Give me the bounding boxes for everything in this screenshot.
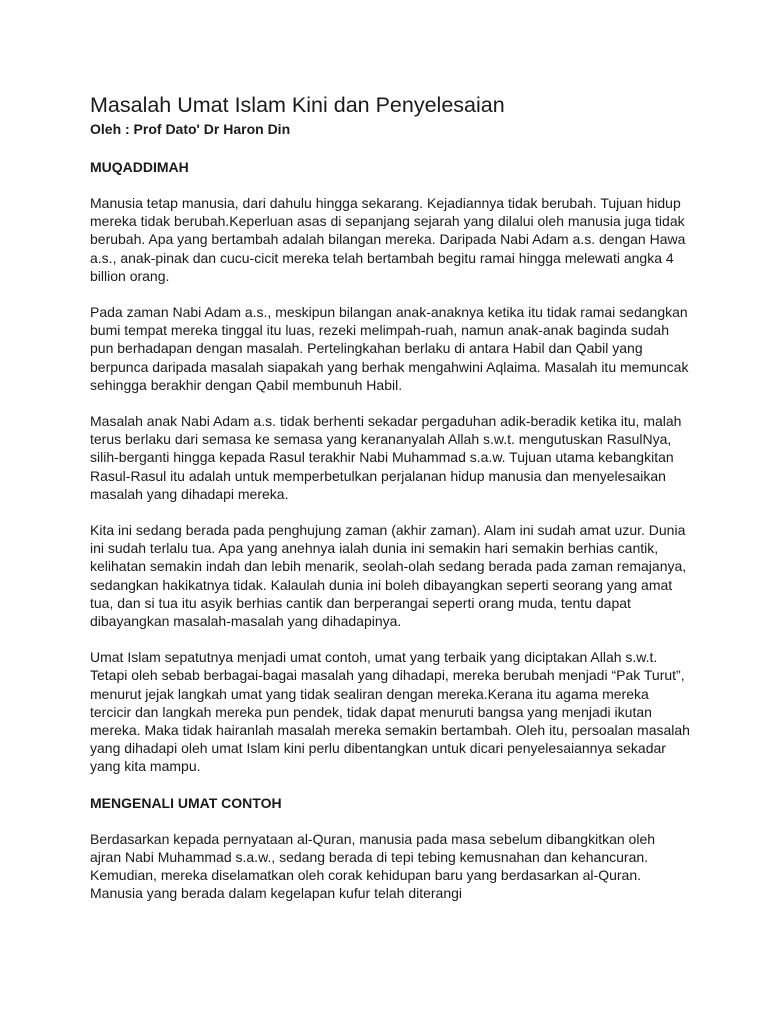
spacer: [90, 812, 690, 830]
spacer: [90, 285, 690, 303]
document-page: [90, 92, 690, 903]
paragraph: Berdasarkan kepada pernyataan al-Quran, manusia pada masa sebelum dibangkitkan oleh ajran Nabi Muhammad s.a.w., sedang berada di tepi tebing kemusnahan dan kehancuran. Kemudian, mereka diselamatkan oleh corak kehidupan baru yang berdasarkan al-Quran. Manusia yang berada dalam kegelapan kufur telah diterangi: [90, 830, 656, 902]
paragraph: Masalah anak Nabi Adam a.s. tidak berhenti sekadar pergaduhan adik-beradik ketika itu, malah terus berlaku dari semasa ke semasa yang kerananyalah Allah s.w.t. mengutuskan RasulNya, silih-berganti hingga kepada Rasul terakhir Nabi Muhammad s.a.w. Tujuan utama kebangkitan Rasul-Rasul itu adalah untuk memperbetulkan perjalanan hidup manusia dan menyelesaikan masalah yang dihadapi mereka.: [90, 413, 682, 502]
paragraph: Umat Islam sepatutnya menjadi umat contoh, umat yang terbaik yang diciptakan Allah s.w.t. Tetapi oleh sebab berbagai-bagai masalah yang dihadapi, mereka berubah menjadi “Pak Turut”, menurut jejak langkah umat yang tidak sealiran dengan mereka.Kerana itu agama mereka tercicir dan langkah mereka pun pendek, tidak dapat menuruti bangsa yang menjadi ikutan mereka. Maka tidak hairanlah masalah mereka semakin bertambah. Oleh itu, persoalan masalah yang dihadapi oleh umat Islam kini perlu dibentangkan untuk dicari penyelesaiannya sekadar yang kita mampu.: [90, 649, 690, 775]
section-heading-muqaddimah: MUQADDIMAH: [90, 159, 189, 175]
spacer: [90, 503, 690, 521]
spacer: [90, 138, 690, 158]
spacer: [90, 394, 690, 412]
document-title: Masalah Umat Islam Kini dan Penyelesaian: [90, 93, 505, 117]
paragraph: Pada zaman Nabi Adam a.s., meskipun bilangan anak-anaknya ketika itu tidak ramai sedangkan bumi tempat mereka tinggal itu luas, rezeki melimpah-ruah, namun anak-anak baginda sudah pun berhadapan dengan masalah. Pertelingkahan berlaku di antara Habil dan Qabil yang berpunca daripada masalah siapakah yang berhak mengahwini Aqlaima. Masalah itu memuncak sehingga berakhir dengan Qabil membunuh Habil.: [90, 304, 689, 393]
section-heading-mengenali-umat-contoh: MENGENALI UMAT CONTOH: [90, 794, 282, 811]
paragraph: Manusia tetap manusia, dari dahulu hingga sekarang. Kejadiannya tidak berubah. Tujuan hidup mereka tidak berubah.Keperluan asas di sepanjang sejarah yang dilalui oleh manusia juga tidak berubah. Apa yang bertambah adalah bilangan mereka. Daripada Nabi Adam a.s. dengan Hawa a.s., anak-pinak dan cucu-cicit mereka telah bertambah begitu ramai hingga melewati angka 4 billion orang.: [90, 195, 686, 284]
spacer: [90, 176, 690, 194]
paragraph: Kita ini sedang berada pada penghujung zaman (akhir zaman). Alam ini sudah amat uzur. Dunia ini sudah terlalu tua. Apa yang anehnya ialah dunia ini semakin hari semakin berhias cantik, kelihatan semakin indah dan lebih menarik, seolah-olah sedang berada pada zaman remajanya, sedangkan hakikatnya tidak. Kalaulah dunia ini boleh dibayangkan seperti seorang yang amat tua, dan si tua itu asyik berhias cantik dan berperangai seperti orang muda, tentu dapat dibayangkan masalah-masalah yang dihadapinya.: [90, 522, 687, 630]
spacer: [90, 630, 690, 648]
document-author: Oleh : Prof Dato' Dr Haron Din: [90, 121, 291, 137]
spacer: [90, 776, 690, 794]
